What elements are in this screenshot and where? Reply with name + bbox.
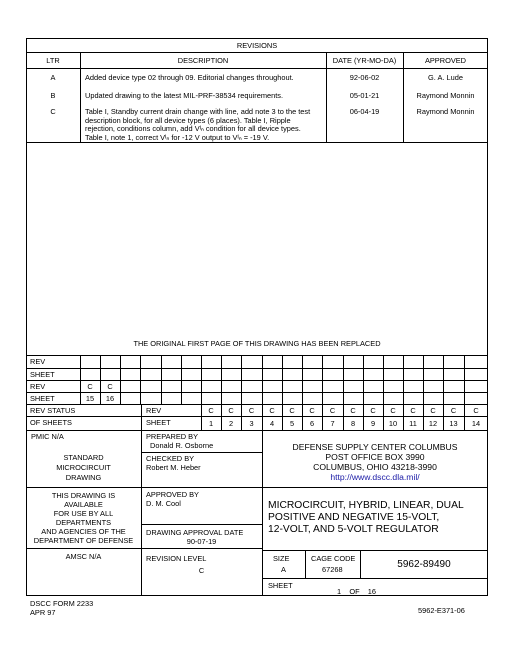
sheet-table-row-label: REV (30, 382, 46, 391)
footer-form: DSCC FORM 2233 (30, 599, 94, 608)
rev-row-ltr: A (50, 73, 56, 82)
rev-row-ltr: C (50, 107, 56, 116)
rev-status-cell: C (390, 405, 396, 415)
sheet-table-cell (100, 368, 120, 380)
prepared-by-label: PREPARED BY (146, 432, 199, 441)
revision-level: C (198, 566, 205, 575)
agency-line: POST OFFICE BOX 3990 (325, 452, 425, 462)
cage-code-label: CAGE CODE (311, 554, 356, 563)
sheet-table-cell (443, 355, 464, 368)
sheet-table-cell (363, 355, 383, 368)
sheet-table-cell (241, 355, 262, 368)
sheet-table-cell (262, 368, 282, 380)
sheet-table-cell (343, 368, 363, 380)
sheet-table-cell (363, 392, 383, 404)
sheet-table-cell (181, 392, 201, 404)
sheet-table-cell (181, 355, 201, 368)
checked-by-label: CHECKED BY (146, 454, 195, 463)
sheet-number-cell: 9 (370, 418, 376, 428)
sheet-table-cell (383, 368, 403, 380)
agency-url-link[interactable]: http://www.dscc.dla.mil/ (330, 472, 420, 482)
sheet-table-cell (120, 368, 140, 380)
sheet-table-cell (363, 368, 383, 380)
availability-line: FOR USE BY ALL (53, 509, 114, 518)
sheet-table-cell (464, 380, 488, 392)
footer-date: APR 97 (30, 608, 56, 617)
rev-row-description: Added device type 02 through 09. Editorial changes throughout. (85, 73, 294, 82)
sheet-table-cell (383, 392, 403, 404)
rev-row-ltr: B (50, 91, 56, 100)
sheet-table-cell (221, 368, 241, 380)
drawing-title-line: POSITIVE AND NEGATIVE 15-VOLT, (268, 512, 440, 523)
sheet-table-cell (120, 392, 140, 404)
sheet-number-cell: 6 (309, 418, 315, 428)
sheet-table-cell (201, 355, 221, 368)
sheet-table-cell (302, 368, 322, 380)
sheet-table-cell (262, 355, 282, 368)
cage-code-value: 67268 (322, 565, 343, 574)
rev-row-approved: Raymond Monnin (416, 91, 475, 100)
sheet-table-cell (403, 355, 423, 368)
sheet-table-cell (120, 380, 140, 392)
sheet-table-cell (443, 380, 464, 392)
sheet-table-row-label: SHEET (30, 370, 55, 379)
agency-line: DEFENSE SUPPLY CENTER COLUMBUS (292, 442, 458, 452)
sheet-table-cell (201, 380, 221, 392)
sheet-table-cell (140, 380, 161, 392)
rev-status-cell: C (350, 405, 356, 415)
sheet-table-cell (343, 392, 363, 404)
rev-header-date: DATE (YR-MO-DA) (332, 56, 397, 65)
sheet-table-cell (423, 380, 443, 392)
sheet-table-cell (80, 368, 100, 380)
sheet-number-cell: 7 (330, 418, 335, 428)
rev-status-cell: C (309, 405, 315, 415)
sheet-number-cell: 1 (208, 418, 214, 428)
sheet-table-cell (181, 368, 201, 380)
sheet-table-cell (201, 392, 221, 404)
sheet-table-row-label: SHEET (30, 394, 55, 403)
sheet-table-cell: 16 (105, 393, 115, 403)
rev-row-description-line: rejection, conditions column, add Vᴵₙ condition for all device types. (85, 124, 301, 133)
checked-by-name: Robert M. Heber (146, 463, 201, 472)
rev-status-cell: C (228, 405, 234, 415)
replaced-notice: THE ORIGINAL FIRST PAGE OF THIS DRAWING HAS BEEN REPLACED (133, 339, 381, 348)
sheet-table-cell (403, 380, 423, 392)
rev-row-description-line: Table I, note 1, correct Vᴵₙ for -12 V output to Vᴵₙ = -19 V. (85, 132, 270, 142)
drawing-title-line: 12-VOLT, AND 5-VOLT REGULATOR (268, 524, 439, 535)
sheet-number-cell: 14 (471, 418, 481, 428)
availability-line: AVAILABLE (64, 500, 103, 509)
sheet-table-cell (443, 368, 464, 380)
revision-level-label: REVISION LEVEL (146, 554, 207, 563)
rev-row-date: 06-04-19 (349, 107, 380, 116)
sheet-table-cell (302, 380, 322, 392)
standard-line: STANDARD (63, 453, 104, 462)
size-label: SIZE (273, 554, 290, 563)
sheet-table-cell (282, 392, 302, 404)
rev-row-description-line: description block, for all device types (6 places). Table I, Ripple (85, 115, 291, 125)
sheet-table-cell (322, 368, 343, 380)
sheet-number-cell: 3 (249, 418, 254, 428)
approval-date: 90-07-19 (186, 537, 217, 546)
rev-row-date: 05-01-21 (349, 91, 380, 100)
sheet-table-cell (383, 355, 403, 368)
standard-line: DRAWING (65, 473, 102, 482)
sheet-table-cell (161, 380, 181, 392)
availability-line: AND AGENCIES OF THE (41, 527, 126, 536)
sheet-number-cell: 4 (269, 418, 275, 428)
sheet-table-cell (262, 380, 282, 392)
sheet-table-cell (282, 380, 302, 392)
sheet-table-row-label: REV (30, 357, 46, 366)
sheet-table-cell: C (87, 381, 93, 391)
sheet-table-cell (343, 380, 363, 392)
sheet-table-cell: 15 (85, 393, 95, 403)
sheet-table-cell (282, 368, 302, 380)
rev-header-approved: APPROVED (424, 56, 467, 65)
sheet-table-cell (423, 368, 443, 380)
sheet-table-cell (464, 355, 488, 368)
agency-line: COLUMBUS, OHIO 43218-3990 (313, 462, 437, 472)
sheet-table-cell (282, 355, 302, 368)
amsc-label: AMSC N/A (65, 552, 102, 561)
revisions-title: REVISIONS (236, 41, 278, 50)
sheet-table-cell (262, 392, 282, 404)
rev-status-label: REV STATUS (30, 406, 76, 415)
sheet-number-cell: 12 (428, 418, 438, 428)
sheet-table-cell (140, 355, 161, 368)
drawing-title-line: MICROCIRCUIT, HYBRID, LINEAR, DUAL (268, 500, 464, 511)
sheet-number-cell: 5 (289, 418, 295, 428)
sheet-table-cell (464, 368, 488, 380)
approval-date-label: DRAWING APPROVAL DATE (146, 528, 244, 537)
rev-status-cell: C (269, 405, 275, 415)
sheet-table-cell (80, 355, 100, 368)
standard-line: MICROCIRCUIT (56, 463, 111, 472)
sheet-table-cell (322, 380, 343, 392)
rev-row-approved: Raymond Monnin (416, 107, 475, 116)
sheet-table-cell (423, 392, 443, 404)
size-value: A (281, 565, 286, 574)
sheet-table-cell (383, 380, 403, 392)
sheet-of-count: 1 OF 16 (337, 587, 377, 596)
sheet-table-cell (322, 355, 343, 368)
sheet-table-cell (403, 392, 423, 404)
sheet-table-cell (241, 380, 262, 392)
prepared-by-name: Donald R. Osborne (150, 441, 214, 450)
sheet-table-cell (322, 392, 343, 404)
sheet-table-cell (161, 368, 181, 380)
sheet-table-cell (302, 355, 322, 368)
rev-header-ltr: LTR (46, 56, 60, 65)
rev-status-cell: C (450, 405, 457, 415)
rev-header-description: DESCRIPTION (177, 56, 229, 65)
sheet-table-cell (181, 380, 201, 392)
approved-by-name: D. M. Cool (146, 499, 181, 508)
rev-status-cell: C (289, 405, 295, 415)
sheet-number-cell: 10 (388, 418, 398, 428)
availability-line: DEPARTMENTS (55, 518, 112, 527)
rev-status-cell: C (430, 405, 436, 415)
sheet-table-cell (140, 368, 161, 380)
footer-number: 5962-E371-06 (418, 606, 465, 615)
rev-status-cell: C (473, 405, 479, 415)
sheet-table-cell (221, 392, 241, 404)
rev-status-cell: C (248, 405, 255, 415)
rev-status-cell: C (329, 405, 336, 415)
sheet-number-cell: 2 (228, 418, 234, 428)
sheet-table-cell (464, 392, 488, 404)
sheet-label: SHEET (146, 418, 171, 427)
sheet-table-cell (201, 368, 221, 380)
sheet-table-cell (241, 368, 262, 380)
sheet-table-cell (343, 355, 363, 368)
rev-status-cell: C (208, 405, 214, 415)
sheet-table-cell (241, 392, 262, 404)
rev-row-approved: G. A. Lude (428, 73, 463, 82)
sheet-table-cell (100, 355, 120, 368)
sheet-table-cell (221, 355, 241, 368)
sheet-number-cell: 8 (350, 418, 356, 428)
rev-row-date: 92-06-02 (349, 73, 380, 82)
sheet-table-cell (161, 392, 181, 404)
rev-status-cell: C (370, 405, 376, 415)
sheet-label: SHEET (268, 581, 293, 590)
sheet-table-cell (161, 355, 181, 368)
sheet-table-cell (302, 392, 322, 404)
sheet-table-cell (363, 380, 383, 392)
rev-row-description-line: Table I, Standby current drain change with line, add note 3 to the test (85, 107, 311, 116)
availability-line: THIS DRAWING IS (51, 491, 116, 500)
approved-by-label: APPROVED BY (146, 490, 199, 499)
sheet-number-cell: 13 (449, 418, 458, 428)
rev-row-description: Updated drawing to the latest MIL-PRF-38534 requirements. (85, 91, 284, 100)
pmic-label: PMIC N/A (31, 432, 64, 441)
rev-label: REV (146, 406, 162, 415)
sheet-table-cell (140, 392, 161, 404)
sheet-table-cell (120, 355, 140, 368)
rev-status-cell: C (410, 405, 416, 415)
of-sheets-label: OF SHEETS (30, 418, 72, 427)
sheet-table-cell: C (107, 381, 113, 391)
sheet-table-cell (221, 380, 241, 392)
availability-line: DEPARTMENT OF DEFENSE (33, 536, 134, 545)
sheet-table-cell (423, 355, 443, 368)
sheet-table-cell (443, 392, 464, 404)
document-number: 5962-89490 (397, 559, 451, 570)
sheet-number-cell: 11 (409, 418, 417, 428)
sheet-table-cell (403, 368, 423, 380)
